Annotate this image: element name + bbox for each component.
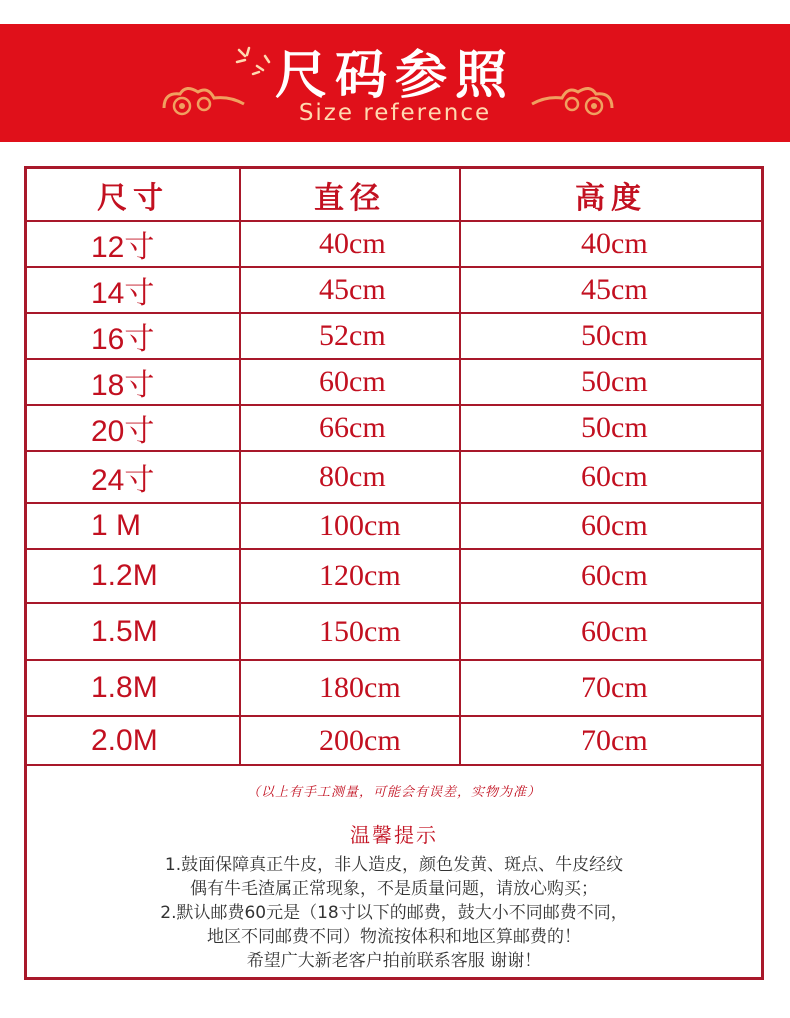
size-table (27, 169, 761, 766)
height-cell: 50cm (460, 405, 761, 451)
diameter-cell: 66cm (240, 405, 460, 451)
height-cell: 45cm (460, 267, 761, 313)
table-row (27, 359, 761, 405)
diameter-cell: 150cm (240, 603, 460, 660)
size-cell: 12寸 (27, 221, 240, 267)
tips-line: 地区不同邮费不同）物流按体积和地区算邮费的！ (207, 927, 581, 947)
diameter-cell: 100cm (240, 503, 460, 549)
diameter-cell: 60cm (240, 359, 460, 405)
table-row (27, 405, 761, 451)
banner-subtitle: Size reference (298, 100, 492, 126)
diameter-cell: 200cm (240, 716, 460, 765)
tips-line: 偶有牛毛渣属正常现象，不是质量问题，请放心购买； (190, 879, 598, 899)
diameter-cell: 180cm (240, 660, 460, 716)
table-header-row (27, 169, 761, 221)
diameter-cell: 52cm (240, 313, 460, 359)
table-row (27, 451, 761, 503)
table-row (27, 603, 761, 660)
height-cell: 60cm (460, 503, 761, 549)
size-cell: 2.0M (27, 716, 240, 765)
height-cell: 60cm (460, 603, 761, 660)
size-cell: 16寸 (27, 313, 240, 359)
tips-line: 希望广大新老客户拍前联系客服 谢谢！ (246, 951, 542, 971)
height-cell: 70cm (460, 660, 761, 716)
size-cell: 1.2M (27, 549, 240, 603)
size-cell: 14寸 (27, 267, 240, 313)
height-cell: 60cm (460, 451, 761, 503)
size-chart-frame (24, 166, 764, 980)
diameter-cell: 45cm (240, 267, 460, 313)
tips-block (27, 853, 761, 973)
table-row (27, 221, 761, 267)
size-cell: 24寸 (27, 451, 240, 503)
diameter-cell: 80cm (240, 451, 460, 503)
size-cell: 1.5M (27, 603, 240, 660)
height-cell: 50cm (460, 313, 761, 359)
header-banner (0, 24, 790, 142)
size-cell: 1 M (27, 503, 240, 549)
tips-line: 2.默认邮费60元是（18寸以下的邮费，鼓大小不同邮费不同， (160, 903, 628, 923)
tips-line: 1.鼓面保障真正牛皮，非人造皮，颜色发黄、斑点、牛皮经纹 (164, 855, 624, 875)
tips-title: 温馨提示 (350, 825, 438, 847)
diameter-cell: 120cm (240, 549, 460, 603)
table-row (27, 716, 761, 765)
table-row (27, 660, 761, 716)
height-cell: 40cm (460, 221, 761, 267)
size-cell: 18寸 (27, 359, 240, 405)
height-cell: 50cm (460, 359, 761, 405)
table-row (27, 549, 761, 603)
table-row (27, 267, 761, 313)
header-height: 高度 (460, 169, 761, 221)
header-size: 尺寸 (27, 169, 240, 221)
size-cell: 20寸 (27, 405, 240, 451)
header-diameter: 直径 (240, 169, 460, 221)
banner-title: 尺码参照 (274, 45, 515, 106)
table-row (27, 313, 761, 359)
measurement-note: （以上有手工测量，可能会有误差，实物为准） (246, 785, 541, 800)
height-cell: 60cm (460, 549, 761, 603)
diameter-cell: 40cm (240, 221, 460, 267)
height-cell: 70cm (460, 716, 761, 765)
table-row (27, 503, 761, 549)
size-cell: 1.8M (27, 660, 240, 716)
